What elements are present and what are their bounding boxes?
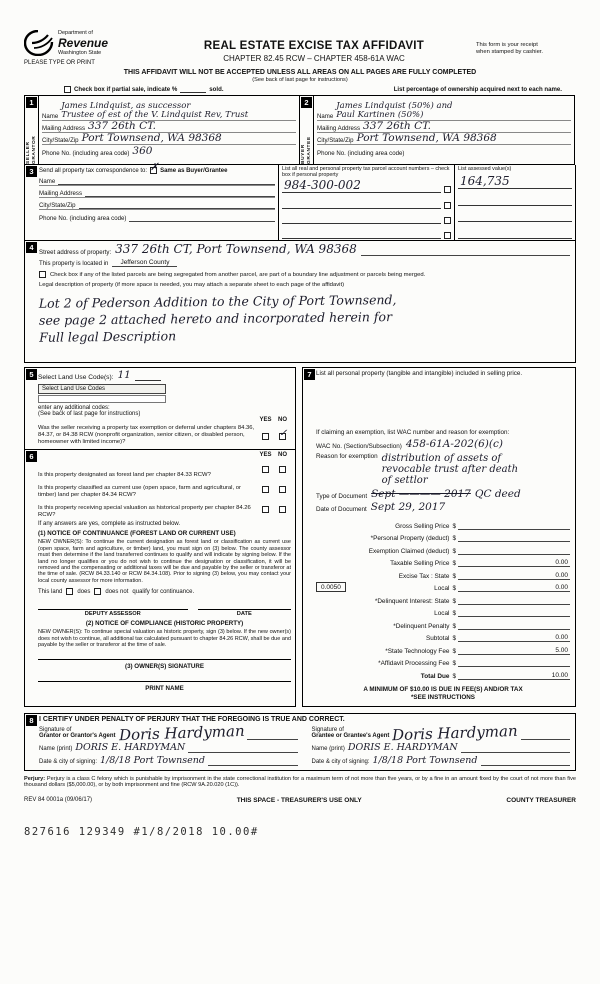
seller-name-value[interactable]: James Lindquist, as successor Trustee of est of the V. Lindquist Rev, Trust	[61, 101, 249, 120]
claiming-exemption-label: If claiming an exemption, list WAC number and reason for exemption:	[316, 429, 510, 437]
q1-no-checkbox[interactable]	[279, 466, 286, 473]
subtotal-label: Subtotal	[425, 635, 450, 643]
corr-phone-label: Phone No. (including area code)	[39, 215, 127, 222]
section-2-badge: 2	[301, 97, 312, 108]
personal-property-deduct-field[interactable]	[458, 533, 570, 542]
legal-description-value[interactable]: Lot 2 of Pederson Addition to the City of Port Townsend, see page 2 attached hereto and incorporated herein for Full legal Description	[38, 292, 397, 345]
grantor-date-city-label: Date & city of signing:	[39, 759, 98, 766]
gross-selling-price-label: Gross Selling Price	[395, 522, 450, 530]
q1-yes-checkbox[interactable]	[262, 466, 269, 473]
s6-question-1: Is this property designated as forest land per chapter 84.33 RCW?	[38, 471, 211, 478]
subtotal-field[interactable]: 0.00	[458, 633, 570, 642]
section-7-badge: 7	[304, 369, 315, 380]
buyer-mailing-label: Mailing Address	[317, 125, 361, 132]
corr-mailing-field[interactable]	[85, 189, 275, 197]
type-of-document-label: Type of Document	[316, 493, 368, 501]
treasurer-space-label: THIS SPACE - TREASURER'S USE ONLY	[236, 796, 362, 804]
property-section	[24, 241, 576, 363]
s5-yes-checkbox[interactable]	[262, 433, 269, 440]
county-treasurer-label: COUNTY TREASURER	[506, 796, 576, 804]
partial-sale-percent-field[interactable]	[180, 86, 206, 93]
legal-description-label: Legal description of property (if more space is needed, you may attach a separate sheet to each page of the affidavit)	[39, 282, 345, 288]
personal-property-checkbox-2[interactable]	[444, 202, 451, 209]
section-8-badge: 8	[26, 715, 37, 726]
see-back-note: (See back of last page for instructions)	[252, 77, 348, 83]
assessed-field-3[interactable]	[458, 212, 572, 222]
q3-yes-checkbox[interactable]	[262, 506, 269, 513]
minimum-due-note: A MINIMUM OF $10.00 IS DUE IN FEE(S) AND/OR TAX *SEE INSTRUCTIONS	[363, 685, 523, 701]
gross-selling-price-field[interactable]	[458, 521, 570, 530]
land-use-code-value[interactable]: 11	[117, 369, 131, 381]
county-value[interactable]: Jefferson County	[112, 259, 177, 267]
parcel-field-3[interactable]	[282, 214, 441, 224]
date-of-document-value[interactable]: Sept 29, 2017	[370, 501, 446, 514]
forest-land-section	[24, 449, 296, 706]
please-type-or-print: PLEASE TYPE OR PRINT	[24, 60, 95, 66]
assessed-field-2[interactable]	[458, 196, 572, 206]
dor-logo	[24, 30, 54, 56]
affidavit-processing-fee-label: *Affidavit Processing Fee	[378, 660, 450, 668]
parcel-value: 984-300-002	[284, 178, 361, 193]
street-address-value[interactable]: 337 26th CT, Port Townsend, WA 98368	[115, 242, 357, 256]
grantee-date-city-value[interactable]: 1/8/18 Port Townsend	[372, 754, 478, 766]
receipt-note: This form is your receipt when stamped by cashier.	[476, 42, 544, 55]
print-name-title: PRINT NAME	[145, 685, 184, 693]
cashier-stamp: 827616 129349 #1/8/2018 10.00#	[24, 825, 259, 838]
grantor-name-print-field[interactable]	[188, 745, 297, 753]
perjury-notice: Perjury: Perjury is a class C felony which is punishable by imprisonment in the state correctional institution for a maximum term of not more than five years, or by a fine in an amount fixed by the court of not more than five thousand dollars ($5,000.00), or by both imprisonment and fine (RCW 9A.20.020 (1C)).	[24, 775, 576, 789]
s5-no-checkbox[interactable]: ✓	[279, 428, 288, 440]
date-of-document-label: Date of Document	[316, 506, 367, 514]
q3-no-checkbox[interactable]	[279, 506, 286, 513]
land-use-section	[24, 367, 296, 450]
exemption-section: 7 List all personal property (tangible and intangible) included in selling price. If claiming an exemption, list WAC number and reason for exemption: WAC No. (Section/Subsection) 458-61A-202(6)(c) Reason for exemption distribution of assets of revocable trust after death of settlor Type of Document Sept ———— 2017 QC deed Date of Document Sept 29, 2017 Gross Selling Price $ *Personal Property (deduct) $ Exemption Claimed (deduct) $ Taxable Selling Price $ 0.00 Excise Tax : State $ 0.00 0.0050 Local $ 0.00 *Delinquent Interest: State $ Local $ *Delinquent Penalty $ Subtotal $ 0.00 *State Technology Fee $ 5.00 *Affidavit Processing Fee $ Total Due $ 10.00 A MINIMUM OF $10.00 IS DUE IN FEE(S) AND/OR TAX *SEE INSTRUCTIONS	[302, 367, 576, 707]
state-technology-fee-field[interactable]: 5.00	[458, 646, 570, 655]
seller-phone-value[interactable]: 360	[132, 145, 153, 157]
section-6-badge: 6	[26, 451, 37, 462]
assessed-value: 164,735	[460, 173, 510, 188]
seller-side-label: SELLER GRANTOR	[25, 96, 39, 164]
segregated-note: Check box if any of the listed parcels are being segregated from another parcel, are part of a boundary line adjustment or parcels being merged.	[50, 271, 426, 278]
delinquent-penalty-field[interactable]	[458, 621, 570, 630]
personal-property-deduct-label: *Personal Property (deduct)	[370, 535, 450, 543]
corr-phone-field[interactable]	[129, 214, 275, 222]
located-in-label: This property is located in	[39, 260, 109, 267]
buyer-name-label: Name	[317, 113, 334, 120]
send-correspondence-label: Send all property tax correspondence to:	[39, 167, 148, 174]
grantee-signature-label: Signature of Grantee or Grantee's Agent	[311, 726, 390, 740]
owner-signature-line-1[interactable]	[38, 648, 291, 660]
type-of-document-value[interactable]: QC deed	[474, 488, 521, 501]
delinquent-interest-state-label: *Delinquent Interest: State	[374, 597, 450, 605]
certification-statement: I CERTIFY UNDER PENALTY OF PERJURY THAT THE FOREGOING IS TRUE AND CORRECT.	[39, 715, 345, 723]
excise-tax-local-field[interactable]: 0.00	[458, 583, 570, 592]
owner-signature-title: (3) OWNER(S) SIGNATURE	[125, 663, 204, 671]
taxable-selling-price-field[interactable]: 0.00	[458, 558, 570, 567]
agency-name: Revenue	[58, 36, 109, 50]
corr-mailing-label: Mailing Address	[39, 190, 83, 197]
partial-sale-label: Check box if partial sale, indicate %	[74, 86, 178, 93]
does-checkbox[interactable]	[66, 588, 73, 595]
excise-tax-state-label: Excise Tax : State	[398, 572, 450, 580]
form-header	[24, 30, 576, 66]
does-not-checkbox[interactable]	[94, 588, 101, 595]
wac-value[interactable]: 458-61A-202(6)(c)	[405, 438, 503, 451]
form-number: REV 84 0001a (09/06/17)	[24, 796, 93, 803]
exemption-claimed-label: Exemption Claimed (deduct)	[368, 547, 450, 555]
notice-2-body: NEW OWNER(S): To continue special valuation as historic property, sign (3) below. If the new owner(s) does not wish to continue, all additional tax calculated pursuant to chapter 84.26 RCW, shall be due and payable by the seller or transferor at the time of sale.	[38, 629, 291, 649]
section-4-badge: 4	[26, 242, 37, 253]
buyer-csz-label: City/State/Zip	[317, 137, 354, 144]
section-5-badge: 5	[26, 369, 37, 380]
notice-1-title: (1) NOTICE OF CONTINUANCE (FOREST LAND OR CURRENT USE)	[38, 530, 236, 538]
assessed-field-4[interactable]	[458, 229, 572, 239]
land-pre: This land	[38, 588, 63, 595]
personal-property-label: List all personal property (tangible and intangible) included in selling price.	[316, 370, 523, 377]
state-technology-fee-label: *State Technology Fee	[385, 647, 450, 655]
delinquent-interest-local-field[interactable]	[458, 608, 570, 617]
delinquent-interest-local-label: Local	[434, 610, 450, 618]
type-of-document-struck: Sept ———— 2017	[371, 488, 471, 501]
grantor-date-city-field[interactable]	[208, 758, 298, 766]
personal-property-checkbox-3[interactable]	[444, 217, 451, 224]
land-use-code-field[interactable]	[135, 374, 161, 381]
grantee-date-city-field[interactable]	[481, 758, 571, 766]
q2-yes-checkbox[interactable]	[262, 486, 269, 493]
corr-name-label: Name	[39, 178, 56, 185]
grantee-name-print-value[interactable]: DORIS E. HARDYMAN	[347, 741, 458, 753]
assessed-field-1[interactable]	[458, 173, 572, 189]
delinquent-interest-state-field[interactable]	[458, 596, 570, 605]
form-title: REAL ESTATE EXCISE TAX AFFIDAVIT	[203, 40, 425, 52]
section-3-badge: 3	[26, 166, 37, 177]
ownership-percent-note: List percentage of ownership acquired next to each name.	[393, 86, 562, 93]
corr-name-field[interactable]	[58, 177, 275, 185]
additional-codes-label: enter any additional codes:	[38, 405, 110, 411]
notice-1-body: NEW OWNER(S): To continue the current designation as forest land or classification as current use (open space, farm and agriculture, or timber) land, you must sign on (3) below. The county assessor must then determine if the land transferred continues to qualify and will indicate by signing below. If the land no longer qualifies or you do not wish to continue the designation or classification, it will be removed and the compensating or additional taxes will be due and payable by the seller or transferor at the time of sale. (RCW 84.33.140 or RCW 84.34.108). Prior to signing (3) below, you may contact your local county assessor for more information.	[38, 539, 291, 584]
delinquent-penalty-label: *Delinquent Penalty	[393, 622, 450, 630]
reason-value[interactable]: distribution of assets of revocable trust after death of settlor	[381, 453, 519, 487]
land-use-title: Select Land Use Code(s):	[38, 374, 114, 381]
owner-signature-line-2[interactable]	[38, 670, 291, 682]
excise-tax-state-field[interactable]: 0.00	[458, 571, 570, 580]
certification-section	[24, 713, 576, 771]
s5-question: Was the seller receiving a property tax exemption or deferral under chapters 84.36, 84.37, or 84.38 RCW (nonprofit organization, senior citizen, or disabled person, homeowner with limited income)?	[38, 425, 255, 445]
same-as-buyer-label: Same as Buyer/Grantee	[160, 167, 228, 174]
tax-correspondence-section	[24, 162, 576, 241]
s6-yes-no-header: YES NO	[259, 452, 287, 459]
land-use-codes-dropdown[interactable]: Select Land Use Codes	[38, 384, 166, 394]
buyer-mailing-value[interactable]: 337 26th CT.	[363, 120, 431, 132]
seller-csz-value[interactable]: Port Townsend, WA 98368	[81, 132, 222, 144]
q2-no-checkbox[interactable]	[279, 486, 286, 493]
buyer-csz-value[interactable]: Port Townsend, WA 98368	[356, 132, 497, 144]
land-does-not: does not	[105, 588, 129, 595]
total-due-field[interactable]: 10.00	[458, 671, 570, 680]
land-suffix: qualify for continuance.	[132, 588, 195, 595]
s6-question-3: Is this property receiving special valuation as historical property per chapter 84.26 RCW?	[38, 504, 251, 518]
seller-mailing-value[interactable]: 337 26th CT.	[88, 120, 156, 132]
form-subtitle: CHAPTER 82.45 RCW – CHAPTER 458-61A WAC	[223, 54, 405, 63]
grantor-name-print-label: Name (print)	[39, 746, 73, 753]
deputy-date-line[interactable]: DATE	[198, 609, 291, 617]
deputy-assessor-line[interactable]: DEPUTY ASSESSOR	[38, 609, 188, 617]
grantee-name-print-label: Name (print)	[311, 746, 345, 753]
exemption-claimed-field[interactable]	[458, 546, 570, 555]
local-rate-box: 0.0050	[316, 582, 346, 592]
seller-mailing-label: Mailing Address	[42, 125, 86, 132]
seller-section	[24, 95, 300, 165]
excise-tax-local-label: Local	[434, 585, 450, 593]
acceptance-notice: THIS AFFIDAVIT WILL NOT BE ACCEPTED UNLESS ALL AREAS ON ALL PAGES ARE FULLY COMPLETED	[123, 69, 477, 76]
buyer-section	[299, 95, 575, 165]
partial-sale-suffix: sold.	[209, 86, 224, 93]
street-address-field[interactable]	[361, 248, 570, 256]
if-yes-note: If any answers are yes, complete as instructed below.	[38, 521, 181, 528]
personal-property-checkbox-4[interactable]	[444, 232, 451, 239]
buyer-side-label: BUYER GRANTEE	[300, 96, 314, 164]
personal-property-checkbox-1[interactable]	[444, 186, 451, 193]
grantor-signature-field[interactable]	[247, 732, 297, 740]
total-due-label: Total Due	[420, 672, 450, 680]
section-1-badge: 1	[26, 97, 37, 108]
grantor-date-city-value[interactable]: 1/8/18 Port Townsend	[100, 754, 205, 766]
seller-csz-label: City/State/Zip	[42, 137, 79, 144]
partial-sale-checkbox[interactable]	[64, 86, 71, 93]
wac-label: WAC No. (Section/Subsection)	[316, 443, 402, 451]
land-does: does	[77, 588, 91, 595]
notice-2-title: (2) NOTICE OF COMPLIANCE (HISTORIC PROPERTY)	[85, 620, 244, 628]
parcel-field-2[interactable]	[282, 199, 441, 209]
parcel-field-4[interactable]	[282, 229, 441, 239]
s5-see-back: (See back of last page for instructions)	[38, 411, 141, 417]
affidavit-processing-fee-field[interactable]	[458, 658, 570, 667]
grantee-date-city-label: Date & city of signing:	[311, 759, 370, 766]
grantee-signature-field[interactable]	[521, 732, 570, 740]
s6-question-2: Is this property classified as current use (open space, farm and agricultural, or timber) land per chapter 84.34 RCW?	[38, 484, 241, 498]
agency-dept: Department of	[58, 30, 93, 36]
grantor-signature-label: Signature of Grantor or Grantor's Agent	[39, 726, 116, 740]
seller-phone-label: Phone No. (including area code)	[42, 150, 130, 157]
same-as-buyer-checkbox[interactable]: ✗	[150, 162, 159, 173]
grantor-name-print-value[interactable]: DORIS E. HARDYMAN	[75, 741, 186, 753]
taxable-selling-price-label: Taxable Selling Price	[390, 560, 450, 568]
assessed-value-header: List assessed value(s)	[458, 166, 512, 172]
street-address-label: Street address of property:	[39, 249, 112, 256]
s5-yes-no-header: YES NO	[259, 417, 287, 423]
buyer-phone-label: Phone No. (including area code)	[317, 150, 405, 157]
seller-name-label: Name	[42, 113, 59, 120]
grantee-signature-value[interactable]: Doris Hardyman	[392, 721, 519, 744]
reason-label: Reason for exemption	[316, 453, 378, 461]
corr-csz-label: City/State/Zip	[39, 202, 76, 209]
buyer-name-value[interactable]: James Lindquist (50%) and Paul Kartinen (50%)	[336, 101, 453, 120]
land-use-codes-list[interactable]	[38, 395, 166, 403]
parcel-numbers-header: List all real and personal property tax parcel account numbers – check box if personal property	[282, 166, 450, 178]
agency-state: Washington State	[58, 50, 102, 56]
segregated-checkbox[interactable]	[39, 271, 46, 278]
grantor-signature-value[interactable]: Doris Hardyman	[118, 721, 245, 744]
parcel-field-1[interactable]	[282, 178, 441, 193]
grantee-name-print-field[interactable]	[461, 745, 570, 753]
corr-csz-field[interactable]	[79, 201, 275, 209]
